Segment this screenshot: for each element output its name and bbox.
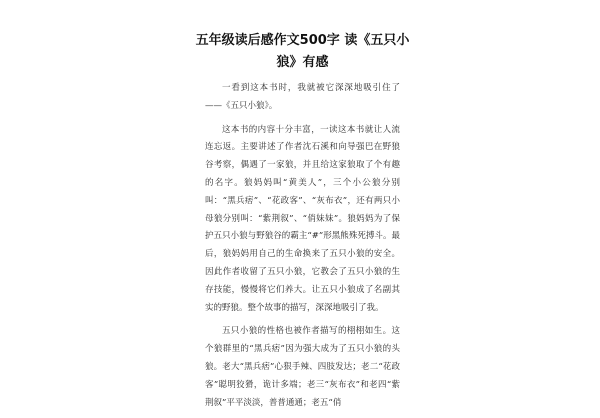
article-paragraph-1: 一看到这本书时，我就被它深深地吸引住了——《五只小狼》。 bbox=[205, 83, 400, 111]
article-title: 五年级读后感作文500字 读《五只小狼》有感 bbox=[195, 33, 410, 70]
article-paragraph-3: 五只小狼的性格也被作者描写的栩栩如生。这个狼群里的“黑兵痞”因为强大成为了五只小狼的头狼。老大“黑兵痞”心狠手辣、四肢发达；老二“花政客”聪明狡猾，诡计多端；老三“灰布衣”和老四“紫荆叙”平平淡淡，普普通通；老五“俏 bbox=[205, 326, 400, 408]
article-body bbox=[205, 80, 400, 418]
article-paragraph-2: 这本书的内容十分丰富，一读这本书就让人流连忘返。主要讲述了作者沈石溪和向导强巴在野狼谷考察，偶遇了一家狼，并且给这家狼取了个有趣的名字。狼妈妈叫“黄美人”，三个小公狼分别叫：“黑兵痞”、“花政客”、“灰布衣”，还有两只小母狼分别叫：“紫荆叙”、“俏妹妹”。狼妈妈为了保护五只小狼与野狼谷的霸主“#”形黑熊殊死搏斗。最后，狼妈妈用自己的生命换来了五只小狼的安全。因此作者收留了五只小狼，它教会了五只小狼的生存技能，慢慢将它们养大。让五只小狼成了名副其实的野狼。整个故事的描写，深深地吸引了我。 bbox=[205, 124, 400, 313]
